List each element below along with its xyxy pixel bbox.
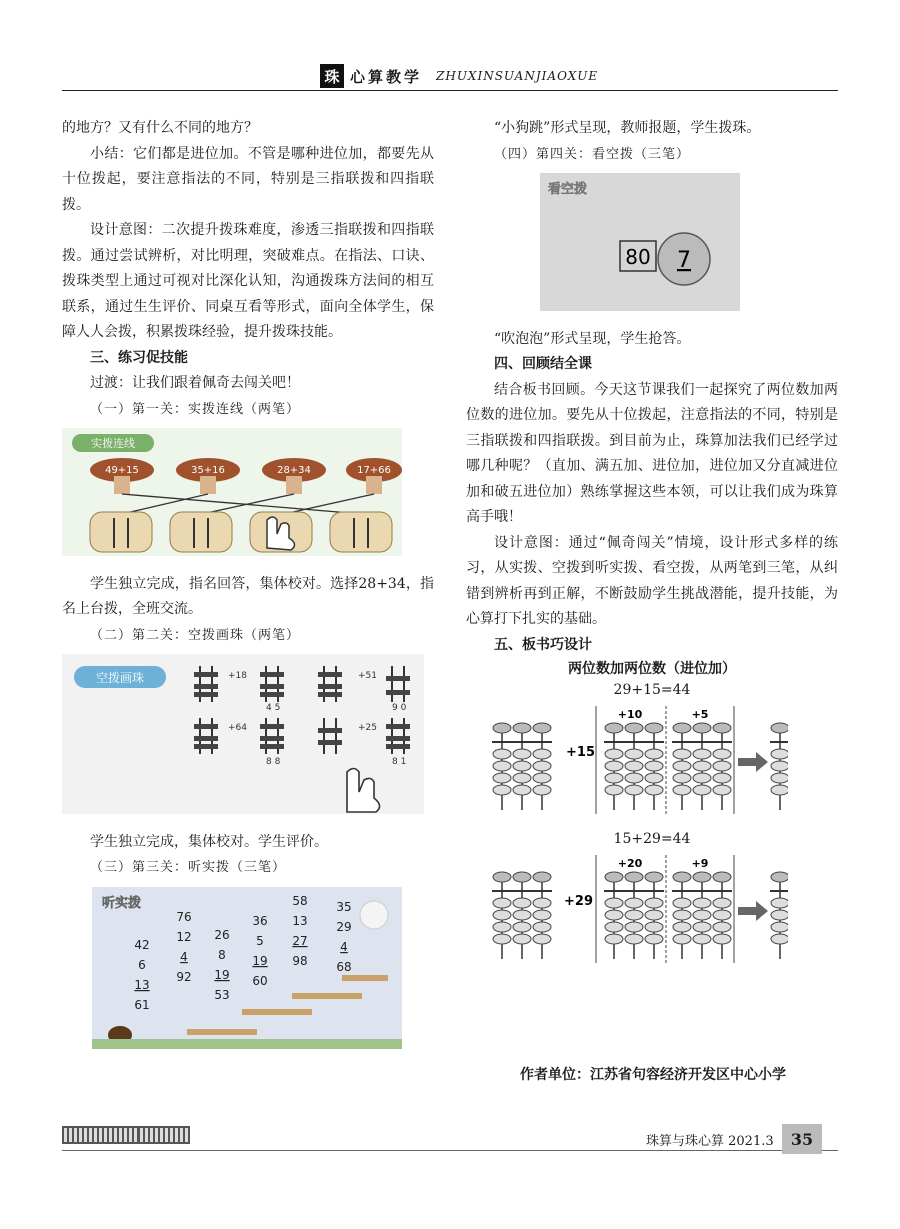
- author-affiliation: 作者单位：江苏省句容经济开发区中心小学: [520, 1067, 786, 1083]
- paragraph: 设计意图：二次提升拨珠难度，渗透三指联拨和四指联拨。通过尝试辨析，对比明理，突破难点。在指法、口诀、拨珠类型上通过可视对比深化认知，沟通拨珠方法间的相互联系，通过生生评价、同桌互看等形式，面向全体学生，保障人人会拨，积累拨珠经验，提升拨珠技能。: [62, 222, 434, 340]
- figure-banner: 空拨画珠: [95, 671, 145, 685]
- section-heading: 三、练习促技能: [90, 349, 188, 366]
- equation: 15+29=44: [613, 831, 691, 847]
- digit-label: 9 0: [392, 703, 407, 713]
- step-label: +9: [691, 856, 709, 870]
- section-heading: 五、板书巧设计: [494, 636, 592, 653]
- journal-name: 珠算与珠心算 2021.3: [646, 1134, 774, 1149]
- digit-label: 8 8: [266, 757, 281, 767]
- plus-label: +29: [564, 893, 593, 909]
- figure-banner: 听实拨: [102, 895, 142, 911]
- paragraph: “吹泡泡”形式呈现，学生抢答。: [494, 330, 691, 347]
- sub-heading: （四）第四关：看空拨（三笔）: [494, 146, 691, 162]
- figure-banner: 实拨连线: [91, 437, 135, 450]
- operation-label: +18: [228, 671, 247, 681]
- listen-number: 36: [252, 913, 268, 928]
- listen-number: 4: [180, 949, 188, 964]
- listen-number: 19: [252, 953, 268, 968]
- paragraph: 学生独立完成，集体校对。学生评价。: [90, 833, 328, 850]
- listen-number: 19: [214, 967, 230, 982]
- listen-number: 68: [336, 959, 352, 974]
- plus-label: +15: [566, 744, 595, 760]
- board-abacus-2: [488, 855, 788, 965]
- listen-number: 98: [292, 953, 308, 968]
- listen-number: 27: [292, 933, 308, 948]
- operation-label: +51: [358, 671, 377, 681]
- arrow-icon: [738, 901, 768, 921]
- paragraph: 设计意图：通过“佩奇闯关”情境，设计形式多样的练习，从实拨、空拨到听实拨、看空拨，从两笔到三笔，从纠错到辨析再到正解，不断鼓励学生挑战潜能，提升技能，为心算打下扎实的基础。: [466, 534, 838, 627]
- figure-listen-bead: [92, 887, 402, 1049]
- right-column: [466, 116, 838, 974]
- listen-number: 4: [340, 939, 348, 954]
- sub-heading: （三）第三关：听实拨（三笔）: [90, 860, 287, 875]
- bubble-number: 7: [677, 248, 691, 273]
- listen-number: 61: [134, 997, 150, 1012]
- listen-number: 6: [138, 957, 146, 972]
- number-box: 80: [625, 245, 651, 269]
- paragraph: 过渡：让我们跟着佩奇去闯关吧！: [90, 375, 300, 391]
- paragraph: 结合板书回顾。今天这节课我们一起探究了两位数加两位数的进位加。要先从十位拨起，注意指法的不同，特别是三指联拨和四指联拨。到目前为止，珠算加法我们已经学过哪几种呢？（直加、满五加、进位加，进位加又分直减进位加和破五进位加）熟练掌握这些本领，可以让我们成为珠算高手哦！: [466, 381, 838, 525]
- step-label: +10: [617, 707, 643, 721]
- mushroom-label: 49+15: [105, 465, 139, 476]
- figure-connect-lines: [62, 428, 402, 556]
- listen-number: 58: [292, 893, 308, 908]
- footer-abacus-decoration: [62, 1126, 190, 1144]
- footer-rule: [62, 1150, 838, 1151]
- listen-number: 8: [218, 947, 226, 962]
- listen-number: 13: [134, 977, 150, 992]
- arrow-icon: [738, 752, 768, 772]
- listen-number: 12: [176, 929, 192, 944]
- sub-heading: （一）第一关：实拨连线（两笔）: [90, 401, 301, 417]
- paragraph: 的地方？又有什么不同的地方？: [62, 120, 258, 136]
- figure-watch-air: [540, 173, 740, 311]
- header-rule: [62, 90, 838, 91]
- operation-label: +64: [228, 723, 247, 733]
- listen-number: 92: [176, 969, 192, 984]
- step-label: +5: [691, 707, 709, 721]
- step-label: +20: [617, 856, 643, 870]
- digit-label: 8 1: [392, 757, 407, 767]
- listen-number: 29: [336, 919, 352, 934]
- listen-number: 13: [292, 913, 308, 928]
- paragraph: 小结：它们都是进位加。不管是哪种进位加，都要先从十位拨起，要注意指法的不同，特别是三指联拨和四指联拨。: [62, 145, 434, 213]
- page-number: 35: [782, 1124, 822, 1154]
- figure-banner: 看空拨: [548, 182, 588, 197]
- operation-label: +25: [358, 723, 377, 733]
- mushroom-label: 28+34: [277, 465, 311, 476]
- mushroom-label: 17+66: [357, 465, 391, 476]
- sub-heading: （二）第二关：空拨画珠（两笔）: [90, 627, 301, 643]
- paragraph: 学生独立完成，指名回答，集体校对。选择28+34，指名上台拨，全班交流。: [62, 575, 434, 617]
- mushroom-label: 35+16: [191, 465, 225, 476]
- listen-number: 60: [252, 973, 268, 988]
- header-latin: ZHUXINSUANJIAOXUE: [436, 69, 599, 83]
- left-column: [62, 116, 434, 1064]
- digit-label: 4 5: [266, 703, 281, 713]
- equation: 29+15=44: [613, 682, 691, 698]
- figure-air-draw: [62, 654, 424, 814]
- paragraph: “小狗跳”形式呈现，教师报题，学生拨珠。: [494, 120, 761, 136]
- listen-number: 35: [336, 899, 352, 914]
- header-title: 心算教学: [350, 67, 423, 86]
- board-abacus-1: [488, 706, 788, 816]
- listen-number: 42: [134, 937, 150, 952]
- header-box: 珠: [320, 64, 344, 88]
- listen-number: 76: [176, 909, 192, 924]
- listen-number: 26: [214, 927, 230, 942]
- listen-number: 53: [214, 987, 230, 1002]
- board-caption: 两位数加两位数（进位加）: [568, 661, 736, 677]
- page-header: [320, 64, 598, 88]
- section-heading: 四、回顾结全课: [494, 356, 592, 372]
- listen-number: 5: [256, 933, 264, 948]
